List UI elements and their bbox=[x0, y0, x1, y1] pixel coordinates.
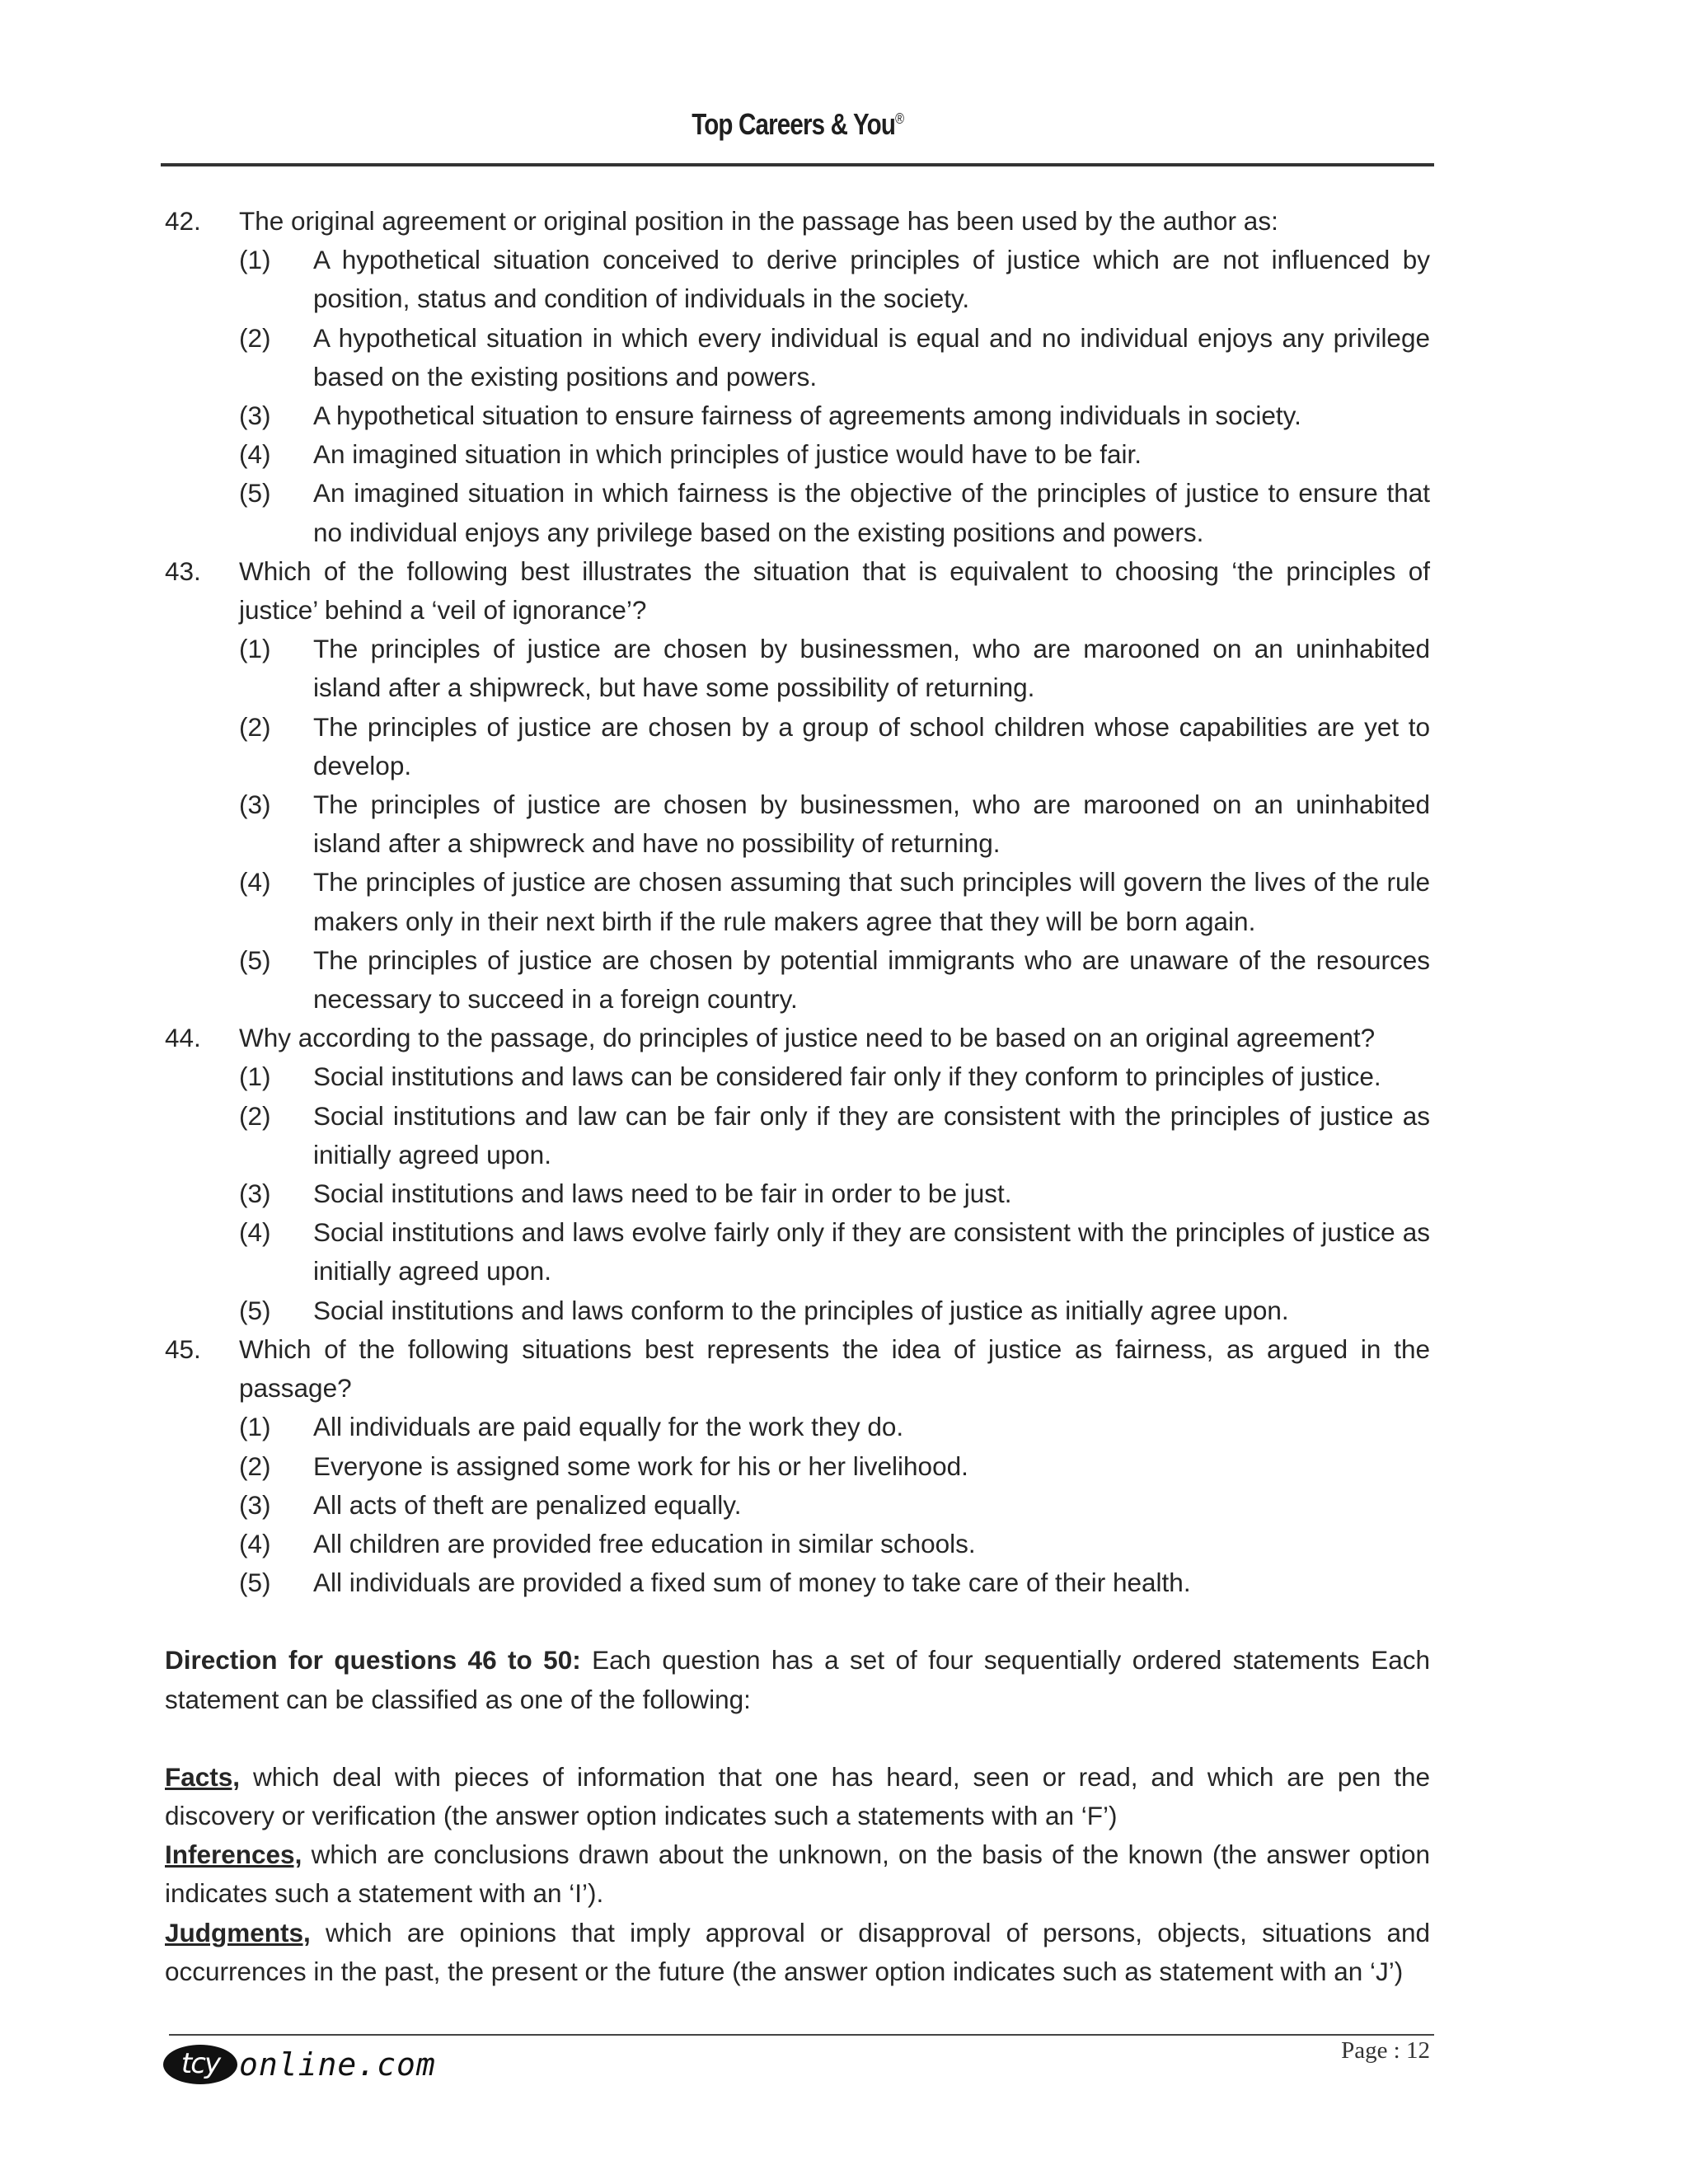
footer-divider bbox=[169, 2034, 1434, 2036]
option-number: (1) bbox=[239, 1412, 271, 1442]
option-number: (3) bbox=[239, 1179, 271, 1209]
option bbox=[239, 396, 1430, 435]
option-list bbox=[239, 1408, 1430, 1602]
option bbox=[239, 941, 1430, 1019]
option-number: (4) bbox=[239, 439, 271, 470]
option-text: The principles of justice are chosen by a group of school children whose capabilities are yet to develop. bbox=[313, 711, 1430, 780]
option-number: (4) bbox=[239, 867, 271, 898]
option-text: The principles of justice are chosen by businessmen, who are marooned on an uninhabited island after a shipwreck and have no possibility of returning. bbox=[313, 790, 1430, 859]
page-header bbox=[161, 107, 1434, 142]
question-text: Which of the following best illustrates the situation that is equivalent to choosing ‘the principles of justice’ behind a ‘veil of ignorance’? bbox=[239, 555, 1430, 626]
option-text: All individuals are paid equally for the work they do. bbox=[313, 1412, 904, 1442]
logo-text: online.com bbox=[239, 2046, 436, 2083]
page-content bbox=[165, 202, 1430, 1991]
option bbox=[239, 1563, 1430, 1602]
option-text: A hypothetical situation in which every individual is equal and no individual enjoys any privilege based on the existing positions and powers. bbox=[313, 322, 1430, 391]
option-number: (2) bbox=[239, 711, 271, 742]
option-number: (1) bbox=[239, 634, 271, 664]
option-text: Social institutions and law can be fair only if they are consistent with the principles of justice as initially agreed upon. bbox=[313, 1100, 1430, 1169]
question-text: Why according to the passage, do principles of justice need to be based on an original agreement? bbox=[239, 1023, 1376, 1053]
option-text: Social institutions and laws need to be fair in order to be just. bbox=[313, 1179, 1012, 1209]
direction-label: Direction for questions 46 to 50: bbox=[165, 1645, 581, 1675]
option-number: (3) bbox=[239, 1489, 271, 1520]
option-text: A hypothetical situation conceived to derive principles of justice which are not influenced by position, status and condition of individuals in the society. bbox=[313, 245, 1430, 314]
direction-paragraph bbox=[165, 1641, 1430, 1718]
definition-term: Inferences, bbox=[165, 1840, 302, 1870]
option bbox=[239, 1174, 1430, 1213]
definition-inferences bbox=[165, 1835, 1430, 1913]
option bbox=[239, 1213, 1430, 1291]
option-number: (1) bbox=[239, 245, 271, 275]
page-number: Page : 12 bbox=[1341, 2037, 1430, 2064]
question-42 bbox=[165, 202, 1430, 552]
option bbox=[239, 708, 1430, 785]
option-number: (3) bbox=[239, 790, 271, 820]
option bbox=[239, 863, 1430, 940]
option bbox=[239, 241, 1430, 318]
direction-text: Each question has a set of four sequentially ordered statements Each statement can be classified as one of the following: bbox=[165, 1645, 1430, 1714]
option-text: An imagined situation in which fairness is the objective of the principles of justice to ensure that no individual enjoys any privilege based on the existing positions and powers. bbox=[313, 478, 1430, 547]
option bbox=[239, 319, 1430, 396]
option-text: All children are provided free education in similar schools. bbox=[313, 1528, 976, 1558]
spacer bbox=[165, 1719, 1430, 1758]
option bbox=[239, 1447, 1430, 1486]
option-number: (2) bbox=[239, 1100, 271, 1131]
logo-badge: tcy bbox=[163, 2045, 237, 2084]
tcyonline-logo bbox=[163, 2040, 436, 2089]
option-number: (4) bbox=[239, 1217, 271, 1248]
option-list bbox=[239, 241, 1430, 552]
definition-text: which deal with pieces of information that one has heard, seen or read, and which are pen the discovery or verification (the answer option indicates such a statements with an ‘F’) bbox=[165, 1761, 1430, 1830]
option-text: Social institutions and laws can be considered fair only if they conform to principles of justice. bbox=[313, 1062, 1381, 1092]
definition-term: Judgments, bbox=[165, 1917, 311, 1947]
question-45 bbox=[165, 1330, 1430, 1602]
definition-judgments bbox=[165, 1914, 1430, 1991]
option-number: (5) bbox=[239, 1568, 271, 1598]
definition-term: Facts, bbox=[165, 1761, 241, 1792]
option-text: All individuals are provided a fixed sum of money to take care of their health. bbox=[313, 1568, 1191, 1598]
option-number: (2) bbox=[239, 1451, 271, 1481]
option bbox=[239, 474, 1430, 551]
option bbox=[239, 1057, 1430, 1096]
option-text: Social institutions and laws conform to the principles of justice as initially agree upon. bbox=[313, 1295, 1289, 1325]
option bbox=[239, 1486, 1430, 1525]
option bbox=[239, 435, 1430, 474]
option bbox=[239, 1291, 1430, 1330]
option bbox=[239, 1408, 1430, 1446]
definition-text: which are conclusions drawn about the unknown, on the basis of the known (the answer option indicates such a statement with an ‘I’). bbox=[165, 1840, 1430, 1909]
option-text: The principles of justice are chosen by businessmen, who are marooned on an uninhabited island after a shipwreck, but have some possibility of returning. bbox=[313, 634, 1430, 703]
question-44 bbox=[165, 1019, 1430, 1330]
option-text: Social institutions and laws evolve fairly only if they are consistent with the principles of justice as initially agreed upon. bbox=[313, 1217, 1430, 1286]
option-text: The principles of justice are chosen by potential immigrants who are unaware of the resources necessary to succeed in a foreign country. bbox=[313, 944, 1430, 1015]
option-number: (5) bbox=[239, 944, 271, 975]
option-text: A hypothetical situation to ensure fairness of agreements among individuals in society. bbox=[313, 401, 1301, 431]
option-number: (1) bbox=[239, 1062, 271, 1092]
option-number: (2) bbox=[239, 322, 271, 353]
option-text: The principles of justice are chosen assuming that such principles will govern the lives of the rule makers only in their next birth if the rule makers agree that they will be born again. bbox=[313, 867, 1430, 936]
option-text: All acts of theft are penalized equally. bbox=[313, 1489, 742, 1520]
question-text: The original agreement or original position in the passage has been used by the author as: bbox=[239, 206, 1278, 236]
header-title: Top Careers & You® bbox=[692, 107, 903, 141]
option-text: An imagined situation in which principles of justice would have to be fair. bbox=[313, 439, 1142, 470]
question-number: 42. bbox=[165, 206, 201, 236]
option-number: (4) bbox=[239, 1528, 271, 1558]
option-text: Everyone is assigned some work for his or her livelihood. bbox=[313, 1451, 968, 1481]
question-number: 44. bbox=[165, 1023, 201, 1053]
option-number: (5) bbox=[239, 478, 271, 509]
question-43 bbox=[165, 552, 1430, 1019]
option-list bbox=[239, 630, 1430, 1019]
definition-text: which are opinions that imply approval or disapproval of persons, objects, situations and occurrences in the past, the present or the future (the answer option indicates such as statement with an ‘J’) bbox=[165, 1917, 1430, 1986]
option bbox=[239, 1097, 1430, 1174]
definition-facts bbox=[165, 1758, 1430, 1835]
option-number: (3) bbox=[239, 401, 271, 431]
question-number: 45. bbox=[165, 1333, 201, 1364]
question-text: Which of the following situations best represents the idea of justice as fairness, as argued in the passage? bbox=[239, 1333, 1430, 1404]
option-number: (5) bbox=[239, 1295, 271, 1325]
option-list bbox=[239, 1057, 1430, 1329]
option bbox=[239, 1525, 1430, 1563]
option bbox=[239, 785, 1430, 863]
option bbox=[239, 630, 1430, 707]
header-divider bbox=[161, 163, 1434, 166]
registered-mark: ® bbox=[894, 110, 903, 127]
question-number: 43. bbox=[165, 555, 201, 586]
